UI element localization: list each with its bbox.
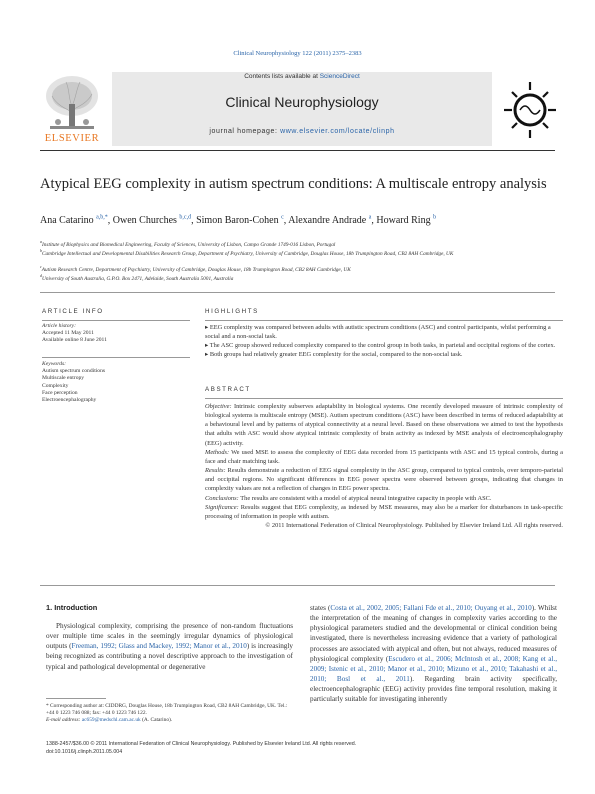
author: Simon Baron-Cohen $^c$, [196,215,289,227]
elsevier-wordmark: ELSEVIER [44,133,100,144]
author: Owen Churches $^{b,c,d}$, [112,215,197,227]
keyword: Multiscale entropy [42,375,85,382]
highlights-list [205,324,563,360]
journal-name: Clinical Neurophysiology [225,94,379,110]
intro-right-column: states (Costa et al., 2002, 2005; Fallani Fde et al., 2010; Ouyang et al., 2010). Whilst the interpretation of the meaning of changes in complexity varies according to the physiological parameters studied and the developmental or clinical condition being investigated, there is nevertheless increasing evidence that a variety of pathological processes are associated with atypical and often, but not always, reduced measures of physiological complexity (Escudero et al., 2006; McIntosh et al., 2008; Kang et al., 2009; Istenic et al., 2010; Manor et al., 2010; Mizuno et al., 2010; Takahashi et al., 2010; Bosl et al., 2011). Regarding brain activity specifically, electroencephalographic (EEG) activity provides fine temporal resolution, making it particularly suitable for investigating inherently [310,604,557,704]
author-affiliation-marks[interactable]: c [281,215,284,221]
doi-link[interactable]: doi:10.1016/j.clinph.2011.05.004 [46,749,123,755]
affiliation: $^c$Autism Research Centre, Department of Psychiatry, University of Cambridge, Douglas House, 18b Trumpington Road, CB2 8AH Cambridge, UK [40,264,351,273]
abstract-section: Results: Results demonstrate a reduction of EEG signal complexity in the ASC group, compared to typical controls, over temporo-parietal and occipital regions. No significant differences in EEG power spectra were observed between groups, indicating that changes in complexity values are not a reflection of changes in EEG power spectra. [205,467,563,493]
journal-homepage: journal homepage: www.elsevier.com/locate/clinph [209,128,395,135]
affiliation-rule [40,292,555,293]
abstract-rule [205,398,563,399]
affiliation: $^d$University of South Australia, G.P.O. Box 2471, Adelaide, South Australia 5001, Australia [40,273,234,282]
keywords-block: Keywords: Autism spectrum conditions Multiscale entropy Complexity Face perception Electroencephalography [42,361,192,404]
keyword: Electroencephalography [42,397,97,404]
author-affiliation-marks[interactable]: a,b,* [96,215,108,221]
article-title: Atypical EEG complexity in autism spectrum conditions: A multiscale entropy analysis [40,176,547,192]
author: Howard Ring $^b$ [376,215,437,227]
highlight-item: ▸ Both groups had relatively greater EEG complexity for the social, compared to the non-social task. [205,350,463,358]
affiliation: $^b$Cambridge Intellectual and Developmental Disabilities Research Group, Department of Psychiatry, University of Cambridge, Douglas House, 18b Trumpington Road, CB2 8AH Cambridge, UK [40,248,454,257]
intro-left-column: Physiological complexity, comprising the presence of non-random fluctuations over multiple time scales in the seemingly irregular dynamics of physiological outputs (Freeman, 1992; Glass and Mackey, 1992; Manor et al., 2010) is increasingly being recognized as contributing a novel descriptive approach to the investigation of typical and pathological developmental or degenerative [46,622,293,671]
author: Alexandre Andrade $^a$, [288,215,377,227]
citation-link[interactable]: Costa et al., 2002, 2005; Fallani Fde et al., 2010; Ouyang et al., 2010 [330,604,532,612]
keyword: Face perception [42,389,78,396]
author-list [40,215,560,226]
sciencedirect-link[interactable]: ScienceDirect [319,73,360,80]
citation-link[interactable]: Escudero et al., 2006; McIntosh et al., 2008; Kang et al., 2009; Istenic et al., 2010; Manor et al., 2010; Mizuno et al., 2010; Takahashi et al., 2010; Bosl et al., 2011 [310,654,557,684]
highlight-item: ▸ The ASC group showed reduced complexity compared to the control group in both tasks, in parietal and occipital regions of the cortex. [205,341,556,349]
email-link[interactable]: ac659@medschl.cam.ac.uk [81,717,141,724]
author-affiliation-marks[interactable]: a [368,215,372,221]
elsevier-logo [40,72,104,146]
journal-reference[interactable]: Clinical Neurophysiology 122 (2011) 2375–2383 [233,50,362,57]
highlights-rule [205,320,563,321]
affiliation: $^a$Institute of Biophysics and Biomedical Engineering, Faculty of Sciences, University of Lisbon, Campo Grande 1749-016 Lisbon, Portugal [40,239,336,248]
article-info-rule [42,320,190,321]
author: Ana Catarino $^{a,b,*}$, [40,215,113,227]
journal-cover-emblem [500,74,560,146]
author-affiliation-marks[interactable]: b [433,215,437,221]
author-affiliation-marks[interactable]: b,c,d [179,215,192,221]
article-info-heading: ARTICLE INFO [42,308,104,315]
keywords-rule [42,357,190,358]
abstract-section: Methods: We used MSE to assess the complexity of EEG data recorded from 15 participants with ASC and 15 typical controls, during a face and chair matching task. [205,448,563,465]
highlights-heading: HIGHLIGHTS [205,308,259,315]
highlight-item: ▸ EEG complexity was compared between adults with autistic spectrum conditions (ASC) and control participants, whilst performing a social and a non-social task. [205,324,551,340]
abstract-section: Conclusions: The results are consistent with a model of atypical neural integrative capacity in people with ASC. [205,494,492,502]
abstract-heading: ABSTRACT [205,386,251,393]
abstract-body [205,402,563,530]
issn-copyright: 1388-2457/$36.00 © 2011 International Federation of Clinical Neurophysiology. Published by Elsevier Ireland Ltd. All rights reserved. [46,741,357,747]
homepage-link[interactable]: www.elsevier.com/locate/clinph [280,128,395,135]
section-heading: 1. Introduction [46,603,98,612]
keyword: Complexity [42,382,69,389]
article-history: Article history: Accepted 11 May 2011 Available online 8 June 2011 [42,323,107,344]
abstract-section: Objective: Intrinsic complexity subserves adaptability in biological systems. One recently developed measure of intrinsic complexity of biological systems is multiscale entropy (MSE). Autism spectrum conditions (ASC) have been described in terms of reduced adaptability at a behavioural level and by patterns of atypical connectivity at a neural level. Based on these observations we aimed to test the hypothesis that adults with ASC would show atypical intrinsic complexity of brain activity as indexed by MSE analysis of electroencephalography (EEG) activity. [205,403,563,447]
copyright: © 2011 International Federation of Clinical Neurophysiology. Published by Elsevier Ireland Ltd. All rights reserved. [265,522,563,530]
citation-link[interactable]: Freeman, 1992; Glass and Mackey, 1992; Manor et al., 2010 [71,642,247,651]
contents-line: Contents lists available at ScienceDirect [244,73,360,80]
header-rule [40,150,555,151]
corresponding-author-footnote: * Corresponding author at: CIDDRG, Douglas House, 18b Trumpington Road, CB2 8AH Cambridge, UK. Tel.: +44 0 1223 746 088; fax: +44 0 1223 746 122. E-mail address: ac659@medschl.cam.ac.uk (A. Catarino). [46,703,288,724]
footnote-rule [46,698,106,699]
abstract-section: Significance: Results suggest that EEG complexity, as indexed by MSE measures, may also be a marker for disturbances in task-specific processing of information in people with autism. [205,503,563,520]
abstract-end-rule [40,585,555,586]
keyword: Autism spectrum conditions [42,368,106,375]
